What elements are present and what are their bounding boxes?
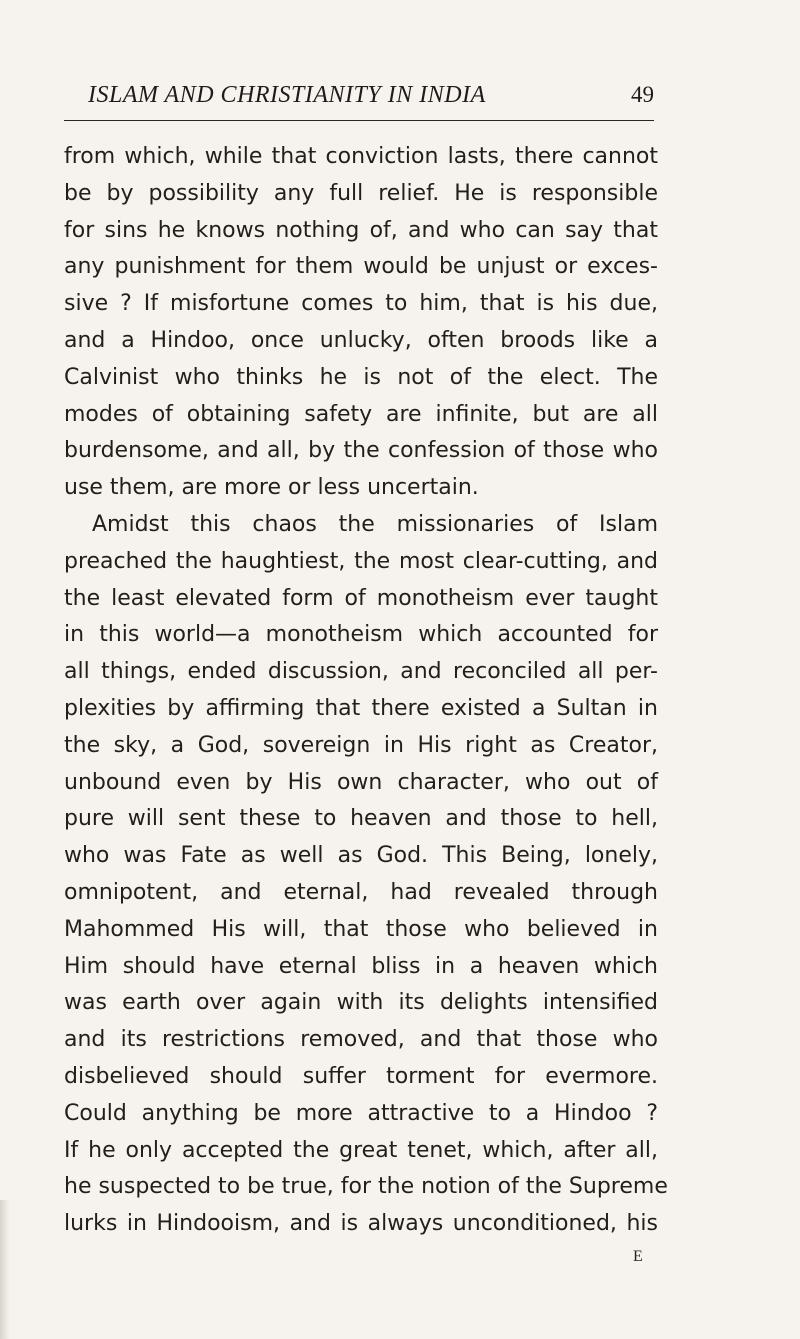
signature-mark: E (633, 1248, 643, 1265)
text-line: preached the haughtiest, the most clear-cutting, and (64, 548, 658, 574)
text-line: lurks in Hindooism, and is always unconditioned, his (64, 1211, 658, 1237)
text-line: unbound even by His own character, who out of (64, 769, 658, 795)
page-number: 49 (631, 82, 654, 107)
text-line: sive ? If misfortune comes to him, that is his due, (64, 291, 658, 317)
text-line: pure will sent these to heaven and those to hell, (64, 806, 658, 832)
text-line: who was Fate as well as God. This Being, lonely, (64, 843, 658, 869)
text-line: Could anything be more attractive to a Hindoo ? (64, 1100, 658, 1126)
text-line: use them, are more or less uncertain. (64, 475, 479, 501)
text-line: modes of obtaining safety are infinite, but are all (64, 401, 658, 427)
text-line: the sky, a God, sovereign in His right as Creator, (64, 732, 658, 758)
text-line: for sins he knows nothing of, and who can say that (64, 217, 658, 243)
page-edge-shadow (0, 1200, 10, 1339)
text-line: Amidst this chaos the missionaries of Islam (92, 511, 658, 537)
text-line: plexities by affirming that there existed a Sultan in (64, 695, 658, 721)
running-head (64, 80, 654, 121)
text-line: Mahommed His will, that those who believed in (64, 916, 658, 942)
text-line: omnipotent, and eternal, had revealed through (64, 879, 658, 905)
text-line: and its restrictions removed, and that those who (64, 1027, 658, 1053)
text-line: Him should have eternal bliss in a heaven which (64, 953, 658, 979)
text-line: any punishment for them would be unjust or exces- (64, 254, 658, 280)
text-line: be by possibility any full relief. He is responsible (64, 180, 658, 206)
text-line: he suspected to be true, for the notion of the Supreme (64, 1174, 668, 1200)
text-line: from which, while that conviction lasts, there cannot (64, 144, 658, 169)
text-line: was earth over again with its delights intensified (64, 990, 658, 1016)
text-line: Calvinist who thinks he is not of the elect. The (64, 364, 658, 390)
text-line: and a Hindoo, once unlucky, often broods like a (64, 327, 658, 353)
text-line: the least elevated form of monotheism ever taught (64, 585, 658, 611)
text-line: If he only accepted the great tenet, which, after all, (64, 1137, 658, 1163)
text-line: all things, ended discussion, and reconciled all per- (64, 659, 658, 685)
text-line: disbelieved should suffer torment for evermore. (64, 1063, 658, 1089)
running-title: ISLAM AND CHRISTIANITY IN INDIA (88, 82, 486, 108)
body-text (64, 139, 668, 1243)
text-line: burdensome, and all, by the confession of those who (64, 438, 658, 464)
text-line: in this world—a monotheism which accounted for (64, 622, 658, 648)
